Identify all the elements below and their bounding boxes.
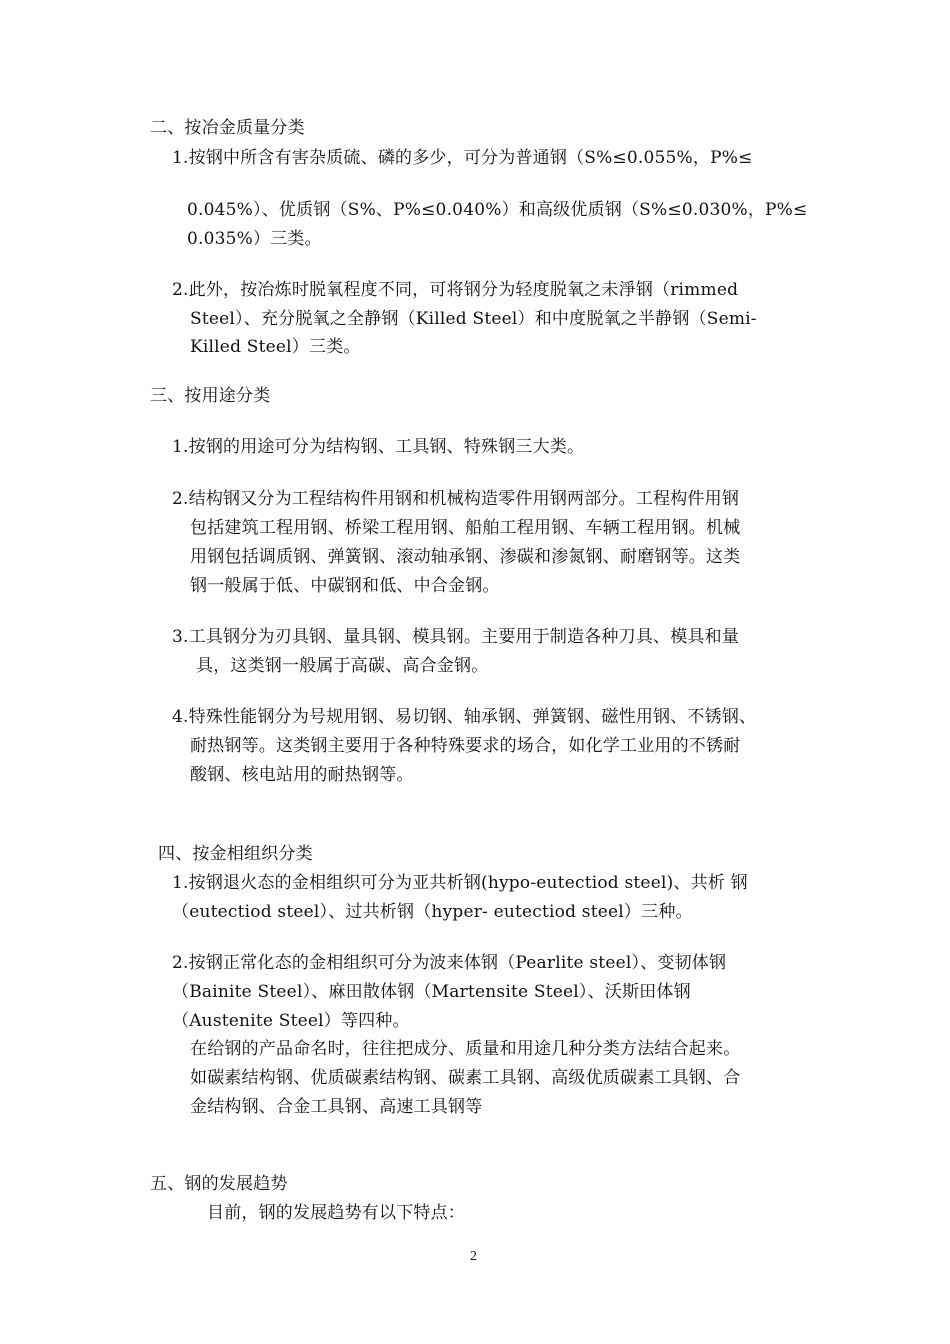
- paragraph-line: 2.结构钢又分为工程结构件用钢和机械构造零件用钢两部分。工程构件用钢: [172, 489, 740, 509]
- paragraph-line: 0.035%）三类。: [187, 229, 322, 249]
- paragraph-line: 目前，钢的发展趋势有以下特点：: [207, 1203, 465, 1223]
- paragraph-line: 3.工具钢分为刃具钢、量具钢、模具钢。主要用于制造各种刀具、模具和量: [172, 627, 740, 647]
- paragraph-line: 钢一般属于低、中碳钢和低、中合金钢。: [190, 576, 500, 596]
- paragraph-line: 金结构钢、合金工具钢、高速工具钢等: [190, 1097, 483, 1117]
- paragraph-line: Steel）、充分脱氧之全静钢（Killed Steel）和中度脱氧之半静钢（Semi-: [190, 309, 757, 329]
- heading-metallographic: 四、按金相组织分类: [158, 844, 313, 864]
- paragraph-line: 0.045%）、优质钢（S%、P%≤0.040%）和高级优质钢（S%≤0.030%，P%≤: [187, 200, 808, 220]
- paragraph-line: 用钢包括调质钢、弹簧钢、滚动轴承钢、渗碳和渗氮钢、耐磨钢等。这类: [190, 547, 741, 567]
- paragraph-line: 1.按钢的用途可分为结构钢、工具钢、特殊钢三大类。: [172, 437, 585, 457]
- heading-usage: 三、按用途分类: [150, 386, 271, 406]
- paragraph-line: （Austenite Steel）等四种。: [172, 1011, 410, 1031]
- paragraph-line: 2.此外，按冶炼时脱氧程度不同，可将钢分为轻度脱氧之未淨钢（rimmed: [172, 280, 739, 300]
- paragraph-line: （Bainite Steel）、麻田散体钢（Martensite Steel）、沃斯田体钢: [172, 982, 691, 1002]
- paragraph-line: 4.特殊性能钢分为号规用钢、易切钢、轴承钢、弹簧钢、磁性用钢、不锈钢、: [172, 707, 757, 727]
- paragraph-line: 耐热钢等。这类钢主要用于各种特殊要求的场合，如化学工业用的不锈耐: [190, 736, 741, 756]
- paragraph-line: Killed Steel）三类。: [190, 337, 361, 357]
- heading-metallurgical-quality: 二、按冶金质量分类: [150, 118, 305, 138]
- paragraph-line: 1.按钢退火态的金相组织可分为亚共析钢(hypo-eutectiod steel)、共析 钢: [172, 873, 748, 893]
- paragraph-line: 酸钢、核电站用的耐热钢等。: [190, 765, 414, 785]
- page-number: 2: [470, 1249, 477, 1264]
- heading-development-trend: 五、钢的发展趋势: [150, 1174, 288, 1194]
- paragraph-line: 1.按钢中所含有害杂质硫、磷的多少，可分为普通钢（S%≤0.055%，P%≤: [172, 148, 753, 168]
- paragraph-line: 包括建筑工程用钢、桥梁工程用钢、船舶工程用钢、车辆工程用钢。机械: [190, 518, 741, 538]
- paragraph-line: 在给钢的产品命名时，往往把成分、质量和用途几种分类方法结合起来。: [190, 1039, 741, 1059]
- paragraph-line: 如碳素结构钢、优质碳素结构钢、碳素工具钢、高级优质碳素工具钢、合: [190, 1068, 741, 1088]
- paragraph-line: （eutectiod steel）、过共析钢（hyper- eutectiod steel）三种。: [172, 902, 693, 922]
- paragraph-line: 2.按钢正常化态的金相组织可分为波来体钢（Pearlite steel）、变韧体钢: [172, 953, 727, 973]
- paragraph-line: 具，这类钢一般属于高碳、高合金钢。: [196, 656, 489, 676]
